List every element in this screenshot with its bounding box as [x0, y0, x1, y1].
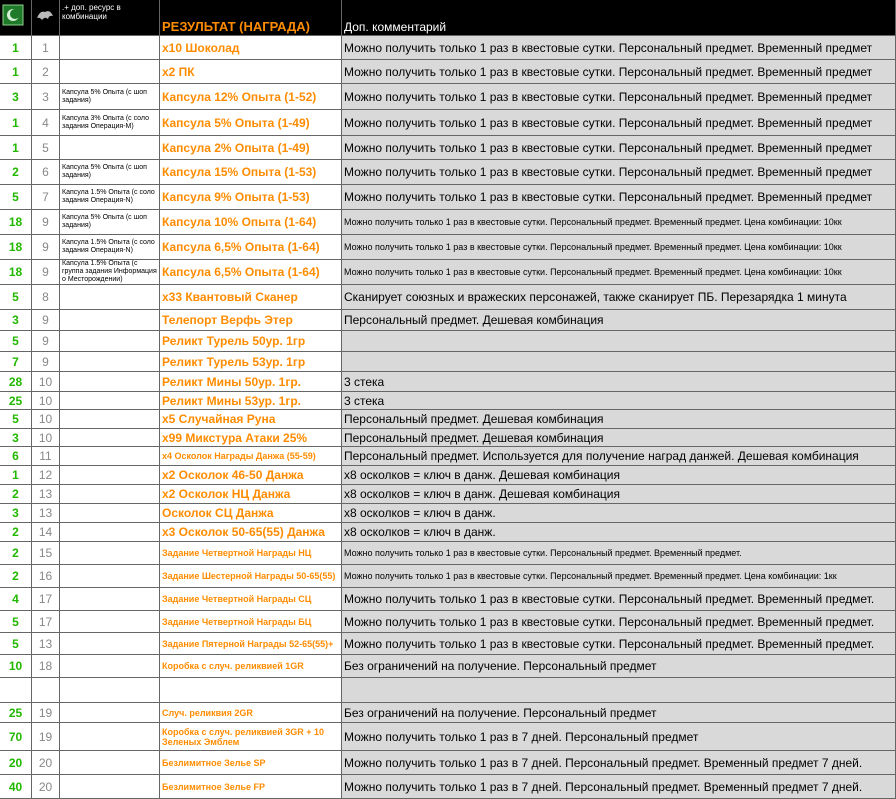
comment-cell: Можно получить только 1 раз в квестовые сутки. Персональный предмет. Временный предмет. [342, 588, 896, 611]
result-cell: Коробка с случ. реликвией 3GR + 10 Зеленых Эмблем [160, 723, 342, 751]
result-cell: Капсула 6,5% Опыта (1-64) [160, 235, 342, 260]
index-cell: 12 [32, 466, 60, 485]
index-cell: 9 [32, 331, 60, 352]
index-cell: 11 [32, 447, 60, 466]
count-cell: 6 [0, 447, 32, 466]
comment-cell: Можно получить только 1 раз в квестовые сутки. Персональный предмет. Временный предмет. Цена комбинации: 10кк [342, 260, 896, 285]
count-cell: 40 [0, 775, 32, 799]
comment-cell: x8 осколков = ключ в данж. Дешевая комбинация [342, 485, 896, 504]
comment-cell: Персональный предмет. Используется для получение наград данжей. Дешевая комбинация [342, 447, 896, 466]
index-cell: 4 [32, 110, 60, 136]
comment-cell: Персональный предмет. Дешевая комбинация [342, 429, 896, 447]
comment-cell: Сканирует союзных и вражеских персонажей, также сканирует ПБ. Перезарядка 1 минута [342, 285, 896, 310]
result-cell: Капсула 6,5% Опыта (1-64) [160, 260, 342, 285]
comment-cell: Персональный предмет. Дешевая комбинация [342, 410, 896, 429]
table-row [0, 372, 896, 392]
extra-resource-cell [60, 372, 160, 392]
extra-resource-cell [60, 392, 160, 410]
count-cell: 7 [0, 352, 32, 372]
extra-resource-cell [60, 611, 160, 633]
table-row [0, 310, 896, 331]
extra-resource-cell: Капсула 5% Опыта (с шоп задания) [60, 210, 160, 235]
table-row [0, 160, 896, 185]
result-cell: Реликт Турель 53ур. 1гр [160, 352, 342, 372]
comment-cell: 3 стека [342, 372, 896, 392]
index-cell: 20 [32, 751, 60, 775]
extra-resource-cell [60, 775, 160, 799]
comment-cell: Можно получить только 1 раз в квестовые сутки. Персональный предмет. Временный предмет [342, 84, 896, 110]
table-row [0, 285, 896, 310]
result-cell: Капсула 15% Опыта (1-53) [160, 160, 342, 185]
index-cell: 9 [32, 235, 60, 260]
comment-cell: Можно получить только 1 раз в квестовые сутки. Персональный предмет. Временный предмет [342, 110, 896, 136]
count-cell: 1 [0, 136, 32, 160]
count-cell: 1 [0, 60, 32, 84]
comment-cell [342, 352, 896, 372]
extra-resource-cell [60, 310, 160, 331]
index-cell: 7 [32, 185, 60, 210]
extra-resource-cell [60, 485, 160, 504]
header-col-count [0, 0, 32, 36]
result-cell: Реликт Мины 50ур. 1гр. [160, 372, 342, 392]
index-cell: 20 [32, 775, 60, 799]
result-cell: Капсула 9% Опыта (1-53) [160, 185, 342, 210]
result-cell: Телепорт Верфь Этер [160, 310, 342, 331]
comment-cell: Персональный предмет. Дешевая комбинация [342, 310, 896, 331]
result-cell: Реликт Турель 50ур. 1гр [160, 331, 342, 352]
result-cell: x4 Осколок Награды Данжа (55-59) [160, 447, 342, 466]
count-cell: 2 [0, 160, 32, 185]
comment-cell: x8 осколков = ключ в данж. [342, 523, 896, 542]
count-cell: 18 [0, 235, 32, 260]
extra-resource-cell: Капсула 1.5% Опыта (с группа задания Информация о Месторождении) [60, 260, 160, 285]
table-header-row [0, 0, 896, 36]
count-cell: 5 [0, 611, 32, 633]
comment-cell: Можно получить только 1 раз в квестовые сутки. Персональный предмет. Временный предмет [342, 160, 896, 185]
index-cell: 13 [32, 485, 60, 504]
result-cell: x5 Случайная Руна [160, 410, 342, 429]
count-cell: 4 [0, 588, 32, 611]
extra-resource-cell [60, 504, 160, 523]
count-cell: 3 [0, 310, 32, 331]
result-cell: Безлимитное Зелье FP [160, 775, 342, 799]
table-row [0, 429, 896, 447]
index-cell: 9 [32, 310, 60, 331]
extra-resource-cell: Капсула 3% Опыта (с соло задания Операция-М) [60, 110, 160, 136]
count-cell: 25 [0, 392, 32, 410]
comment-cell: Можно получить только 1 раз в квестовые сутки. Персональный предмет. Временный предмет. Цена комбинации: 10кк [342, 210, 896, 235]
index-cell: 14 [32, 523, 60, 542]
extra-resource-cell: Капсула 5% Опыта (с шоп задания) [60, 84, 160, 110]
count-cell: 3 [0, 429, 32, 447]
extra-resource-cell [60, 429, 160, 447]
count-cell: 20 [0, 751, 32, 775]
index-cell: 5 [32, 136, 60, 160]
table-row [0, 633, 896, 655]
table-row [0, 410, 896, 429]
result-cell: x99 Микстура Атаки 25% [160, 429, 342, 447]
comment-cell [342, 331, 896, 352]
result-cell: Капсула 5% Опыта (1-49) [160, 110, 342, 136]
extra-resource-cell [60, 466, 160, 485]
extra-resource-cell [60, 588, 160, 611]
index-cell: 10 [32, 372, 60, 392]
extra-resource-cell [60, 410, 160, 429]
index-cell: 19 [32, 723, 60, 751]
result-cell: Задание Четвертной Награды НЦ [160, 542, 342, 565]
table-row [0, 611, 896, 633]
header-comment: Доп. комментарий [342, 0, 896, 36]
table-row [0, 331, 896, 352]
index-cell: 19 [32, 703, 60, 723]
table-row [0, 392, 896, 410]
count-cell [0, 678, 32, 703]
result-cell: x2 ПК [160, 60, 342, 84]
result-cell: Случ. реликвия 2GR [160, 703, 342, 723]
table-row [0, 703, 896, 723]
table-spacer-row [0, 678, 896, 703]
count-cell: 1 [0, 110, 32, 136]
comment-cell: Без ограничений на получение. Персональный предмет [342, 655, 896, 678]
count-cell: 1 [0, 466, 32, 485]
count-cell: 10 [0, 655, 32, 678]
index-cell: 17 [32, 588, 60, 611]
count-cell: 5 [0, 633, 32, 655]
count-cell: 5 [0, 185, 32, 210]
table-row [0, 110, 896, 136]
result-cell [160, 678, 342, 703]
extra-resource-cell [60, 542, 160, 565]
table-row [0, 775, 896, 799]
result-cell: Коробка с случ. реликвией 1GR [160, 655, 342, 678]
extra-resource-cell [60, 60, 160, 84]
result-cell: Задание Четвертной Награды БЦ [160, 611, 342, 633]
extra-resource-cell [60, 655, 160, 678]
table-row [0, 260, 896, 285]
extra-resource-cell [60, 352, 160, 372]
result-cell: Задание Четвертной Награды СЦ [160, 588, 342, 611]
table-row [0, 504, 896, 523]
extra-resource-cell [60, 751, 160, 775]
count-cell: 2 [0, 485, 32, 504]
index-cell: 9 [32, 260, 60, 285]
index-cell: 16 [32, 565, 60, 588]
comment-cell: Можно получить только 1 раз в 7 дней. Персональный предмет. Временный предмет 7 дней. [342, 775, 896, 799]
count-cell: 2 [0, 542, 32, 565]
comment-cell: 3 стека [342, 392, 896, 410]
table-row [0, 565, 896, 588]
count-cell: 5 [0, 285, 32, 310]
extra-resource-cell: Капсула 1.5% Опыта (с соло задания Операция-N) [60, 235, 160, 260]
index-cell: 13 [32, 504, 60, 523]
result-cell: Безлимитное Зелье SP [160, 751, 342, 775]
index-cell: 13 [32, 633, 60, 655]
table-row [0, 136, 896, 160]
count-cell: 3 [0, 84, 32, 110]
index-cell: 17 [32, 611, 60, 633]
comment-cell: x8 осколков = ключ в данж. [342, 504, 896, 523]
index-cell: 10 [32, 392, 60, 410]
extra-resource-cell [60, 447, 160, 466]
extra-resource-cell: Капсула 5% Опыта (с шоп задания) [60, 160, 160, 185]
comment-cell: Можно получить только 1 раз в квестовые сутки. Персональный предмет. Временный предмет [342, 136, 896, 160]
index-cell: 3 [32, 84, 60, 110]
header-result: РЕЗУЛЬТАТ (НАГРАДА) [160, 0, 342, 36]
table-row [0, 60, 896, 84]
count-cell: 18 [0, 260, 32, 285]
extra-resource-cell [60, 36, 160, 60]
comment-cell: Можно получить только 1 раз в квестовые сутки. Персональный предмет. Временный предмет [342, 60, 896, 84]
extra-resource-cell [60, 136, 160, 160]
result-cell: x10 Шоколад [160, 36, 342, 60]
comment-cell: Без ограничений на получение. Персональный предмет [342, 703, 896, 723]
table-row [0, 466, 896, 485]
extra-resource-cell [60, 723, 160, 751]
comment-cell: Можно получить только 1 раз в квестовые сутки. Персональный предмет. Временный предмет [342, 36, 896, 60]
comment-cell: Можно получить только 1 раз в квестовые сутки. Персональный предмет. Временный предмет [342, 185, 896, 210]
comment-cell: Можно получить только 1 раз в квестовые сутки. Персональный предмет. Временный предмет. [342, 633, 896, 655]
extra-resource-cell [60, 331, 160, 352]
index-cell: 1 [32, 36, 60, 60]
table-row [0, 447, 896, 466]
index-cell: 9 [32, 210, 60, 235]
comment-cell [342, 678, 896, 703]
table-row [0, 751, 896, 775]
count-cell: 5 [0, 410, 32, 429]
result-cell: Задание Пятерной Награды 52-65(55)+ [160, 633, 342, 655]
result-cell: x3 Осколок 50-65(55) Данжа [160, 523, 342, 542]
index-cell: 10 [32, 429, 60, 447]
extra-resource-cell [60, 523, 160, 542]
table-row [0, 542, 896, 565]
count-cell: 18 [0, 210, 32, 235]
result-cell: Капсула 12% Опыта (1-52) [160, 84, 342, 110]
result-cell: Осколок СЦ Данжа [160, 504, 342, 523]
index-cell: 9 [32, 352, 60, 372]
count-cell: 28 [0, 372, 32, 392]
result-cell: x2 Осколок 46-50 Данжа [160, 466, 342, 485]
extra-resource-cell [60, 565, 160, 588]
index-cell: 10 [32, 410, 60, 429]
index-cell [32, 678, 60, 703]
table-row [0, 36, 896, 60]
count-cell: 3 [0, 504, 32, 523]
comment-cell: Можно получить только 1 раз в квестовые сутки. Персональный предмет. Временный предмет. [342, 542, 896, 565]
header-col-index [32, 0, 60, 36]
extra-resource-cell: Капсула 1.5% Опыта (с соло задания Операция-N) [60, 185, 160, 210]
comment-cell: Можно получить только 1 раз в 7 дней. Персональный предмет. Временный предмет 7 дней. [342, 751, 896, 775]
result-cell: x33 Квантовый Сканер [160, 285, 342, 310]
table-row [0, 210, 896, 235]
count-cell: 5 [0, 331, 32, 352]
result-cell: x2 Осколок НЦ Данжа [160, 485, 342, 504]
header-extra-resource: .+ доп. ресурс в комбинации [60, 0, 160, 36]
table-row [0, 235, 896, 260]
result-cell: Задание Шестерной Награды 50-65(55) [160, 565, 342, 588]
result-cell: Реликт Мины 53ур. 1гр. [160, 392, 342, 410]
table-row [0, 84, 896, 110]
table-row [0, 655, 896, 678]
extra-resource-cell [60, 633, 160, 655]
index-cell: 8 [32, 285, 60, 310]
result-cell: Капсула 10% Опыта (1-64) [160, 210, 342, 235]
extra-resource-cell [60, 285, 160, 310]
index-cell: 18 [32, 655, 60, 678]
count-cell: 2 [0, 565, 32, 588]
count-cell: 2 [0, 523, 32, 542]
result-cell: Капсула 2% Опыта (1-49) [160, 136, 342, 160]
comment-cell: Можно получить только 1 раз в 7 дней. Персональный предмет [342, 723, 896, 751]
green-emblem-icon [2, 4, 24, 26]
count-cell: 1 [0, 36, 32, 60]
comment-cell: Можно получить только 1 раз в квестовые сутки. Персональный предмет. Временный предмет. [342, 611, 896, 633]
table-row [0, 588, 896, 611]
table-row [0, 185, 896, 210]
table-row [0, 523, 896, 542]
extra-resource-cell [60, 678, 160, 703]
index-cell: 15 [32, 542, 60, 565]
extra-resource-cell [60, 703, 160, 723]
creature-icon [34, 4, 56, 26]
table-row [0, 352, 896, 372]
comment-cell: Можно получить только 1 раз в квестовые сутки. Персональный предмет. Временный предмет. Цена комбинации: 10кк [342, 235, 896, 260]
index-cell: 2 [32, 60, 60, 84]
comment-cell: Можно получить только 1 раз в квестовые сутки. Персональный предмет. Временный предмет. Цена комбинации: 1кк [342, 565, 896, 588]
count-cell: 25 [0, 703, 32, 723]
table-row [0, 485, 896, 504]
table-row [0, 723, 896, 751]
index-cell: 6 [32, 160, 60, 185]
count-cell: 70 [0, 723, 32, 751]
comment-cell: x8 осколков = ключ в данж. Дешевая комбинация [342, 466, 896, 485]
